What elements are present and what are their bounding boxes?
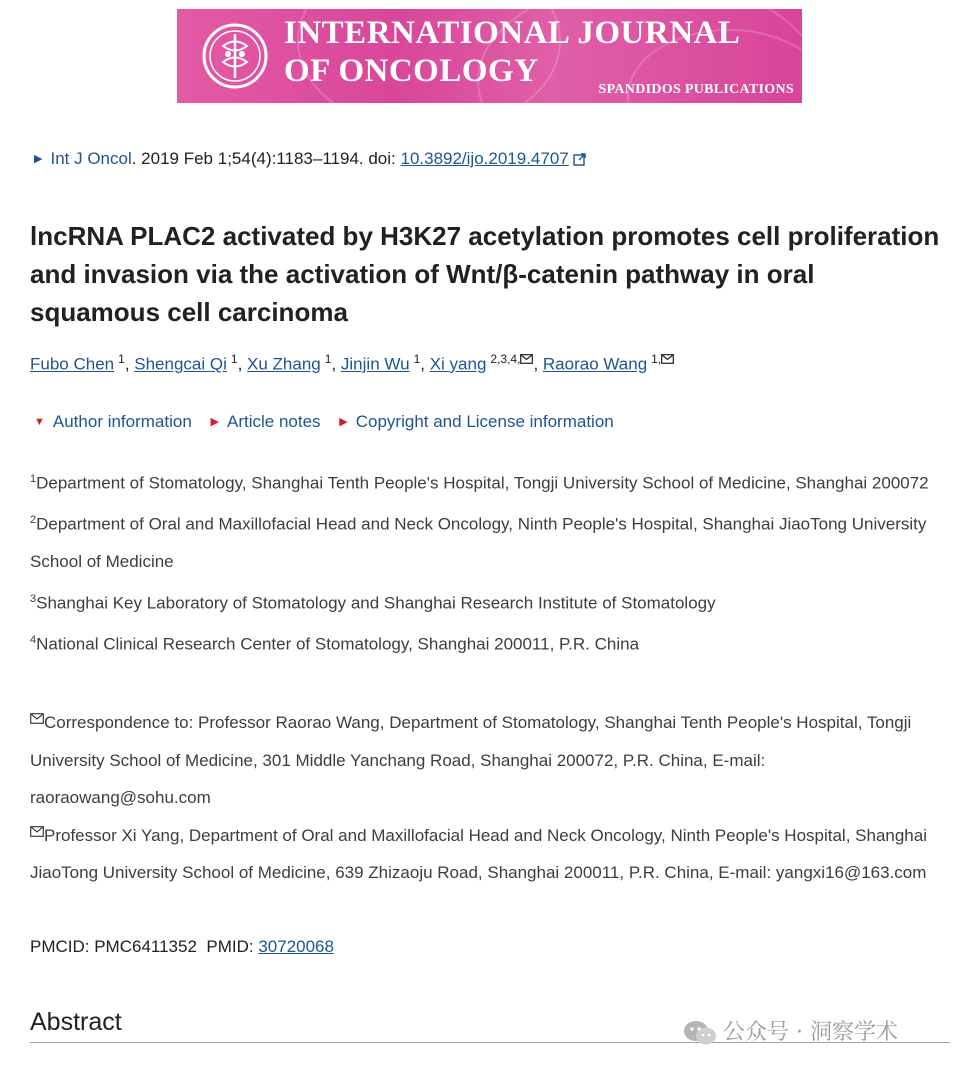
mail-icon bbox=[30, 713, 44, 724]
author-affiliation-sup: 1 bbox=[324, 352, 332, 366]
affiliations bbox=[30, 461, 942, 663]
caret-right-icon: ▶ bbox=[339, 416, 348, 428]
pmid-label: PMID: bbox=[206, 937, 259, 956]
correspondence-item bbox=[30, 817, 942, 892]
watermark bbox=[683, 1015, 898, 1047]
author-affiliation-sup: 2,3,4, bbox=[490, 352, 521, 366]
toggle-article-notes[interactable] bbox=[211, 412, 321, 432]
citation-line bbox=[34, 149, 586, 169]
affiliation-number: 4 bbox=[30, 633, 37, 646]
affiliation-item bbox=[30, 622, 942, 663]
affiliation-text: Shanghai Key Laboratory of Stomatology and Shanghai Research Institute of Stomatology bbox=[36, 593, 716, 613]
author-link[interactable]: Shengcai Qi bbox=[134, 354, 227, 374]
toggle-copyright-license[interactable] bbox=[339, 412, 613, 432]
author-affiliation-sup: 1 bbox=[118, 352, 125, 366]
pmid-link[interactable]: 30720068 bbox=[258, 937, 334, 956]
author-link[interactable]: Fubo Chen bbox=[30, 354, 115, 374]
correspondence-text: Correspondence to: Professor Raorao Wang, Department of Stomatology, Shanghai Tenth People's Hospital, Tongji University School of Medicine, 301 Middle Yanchang Road, Shanghai 200072, P.R. China, E-mail: raoraowang@sohu.com bbox=[30, 713, 912, 807]
affiliation-item bbox=[30, 581, 942, 622]
toggle-label: Author information bbox=[52, 412, 192, 431]
doi-link[interactable]: 10.3892/ijo.2019.4707 bbox=[400, 149, 569, 168]
correspondence-text: Professor Xi Yang, Department of Oral and Maxillofacial Head and Neck Oncology, Ninth People's Hospital, Shanghai JiaoTong University School of Medicine, 639 Zhizaoju Road, Shanghai 200011, P.R. China, E-mail: yangxi16@163.com bbox=[30, 825, 927, 882]
caret-right-icon: ▶ bbox=[210, 416, 219, 428]
expand-triangle-icon[interactable]: ▶ bbox=[34, 153, 43, 165]
affiliation-item bbox=[30, 461, 942, 502]
affiliation-number: 2 bbox=[30, 514, 37, 527]
affiliation-text: Department of Stomatology, Shanghai Tenth People's Hospital, Tongji University School of Medicine, Shanghai 200072 bbox=[36, 473, 929, 493]
correspondence-item bbox=[30, 704, 942, 817]
article-info-toggles bbox=[34, 412, 628, 432]
author-link[interactable]: Jinjin Wu bbox=[340, 354, 410, 374]
affiliation-text: National Clinical Research Center of Stomatology, Shanghai 200011, P.R. China bbox=[36, 634, 640, 654]
journal-logo-icon bbox=[201, 22, 269, 90]
mail-icon bbox=[30, 826, 44, 837]
journal-banner[interactable] bbox=[177, 9, 802, 103]
external-link-icon[interactable] bbox=[573, 153, 586, 166]
author-affiliation-sup: 1 bbox=[230, 352, 238, 366]
pmcid: PMCID: PMC6411352 bbox=[30, 937, 197, 956]
toggle-author-information[interactable] bbox=[34, 412, 192, 432]
toggle-label: Article notes bbox=[227, 412, 321, 431]
wechat-icon bbox=[683, 1019, 717, 1047]
author-list: Fubo Chen $^1$, Shengcai Qi $^1$, Xu Zhang $^1$, Jinjin Wu $^1$, Xi yang $^{2,3,4,}$ , Raorao Wang $^{1,}$ bbox=[30, 352, 674, 375]
affiliation-item bbox=[30, 502, 942, 581]
author-link[interactable]: Raorao Wang bbox=[542, 354, 648, 374]
watermark-text: 公众号 · 洞察学术 bbox=[723, 1020, 898, 1045]
abstract-heading: Abstract bbox=[30, 1008, 122, 1036]
caret-down-icon: ▼ bbox=[34, 416, 45, 428]
banner-publisher: SPANDIDOS PUBLICATIONS bbox=[598, 82, 794, 97]
article-ids bbox=[30, 937, 334, 957]
author-link[interactable]: Xi yang bbox=[429, 354, 487, 374]
author-affiliation-sup: 1, bbox=[651, 352, 662, 366]
journal-link[interactable]: Int J Oncol bbox=[50, 149, 132, 168]
toggle-label: Copyright and License information bbox=[355, 412, 614, 431]
author-affiliation-sup: 1 bbox=[413, 352, 421, 366]
author-link[interactable]: Xu Zhang bbox=[247, 354, 321, 374]
mail-icon[interactable] bbox=[661, 354, 674, 364]
affiliation-number: 1 bbox=[30, 473, 37, 485]
affiliation-number: 3 bbox=[30, 592, 37, 605]
banner-title-line1: INTERNATIONAL JOURNAL bbox=[284, 15, 741, 51]
mail-icon[interactable] bbox=[520, 354, 533, 364]
affiliation-text: Department of Oral and Maxillofacial Head and Neck Oncology, Ninth People's Hospital, Shanghai JiaoTong University School of Medicine bbox=[30, 514, 927, 572]
correspondence bbox=[30, 704, 942, 892]
banner-title-line2: OF ONCOLOGY bbox=[284, 53, 539, 89]
citation-details: . 2019 Feb 1;54(4):1183–1194. doi: bbox=[131, 149, 401, 168]
article-title: lncRNA PLAC2 activated by H3K27 acetylation promotes cell proliferation and invasion via the activation of Wnt/β-catenin pathway in oral squamous cell carcinoma bbox=[30, 221, 940, 327]
